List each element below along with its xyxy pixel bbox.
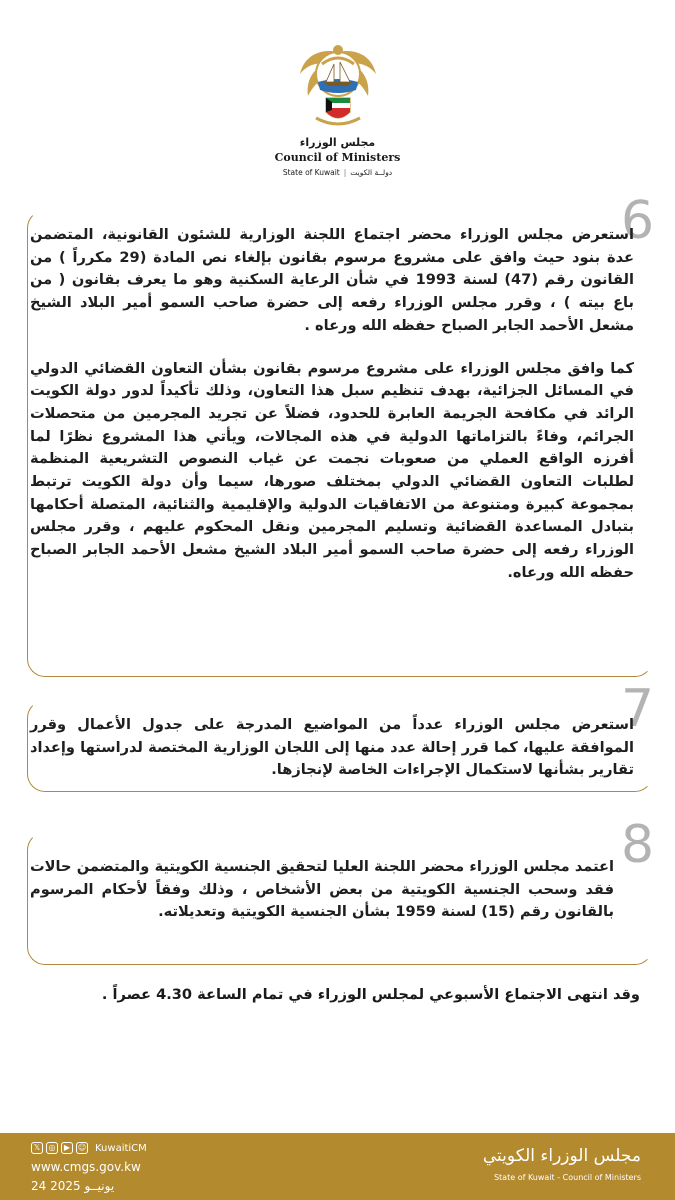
section-6-paragraph-1: استعرض مجلس الوزراء محضر اجتماع اللجنة الوزارية للشئون القانونية، المتضمن عدة بنود حيث وافق على مشروع مرسوم بقانون بإلغاء نص المادة (29 مكرراً ) من القانون رقم (47) لسنة 1993 في شأن الرعاية السكنية وهو ما يعرف بقانون ( من باع بيته ) ، وقرر مجلس الوزراء رفعه إلى حضرة صاحب السمو أمير البلاد الشيخ مشعل الأحمد الجابر الصباح حفظه الله ورعاه .: [30, 226, 634, 334]
social-links: [31, 1142, 147, 1154]
section-6-text: [30, 224, 634, 585]
section-7-text: [30, 714, 634, 782]
header: [0, 0, 675, 200]
section-8-text: [30, 856, 614, 924]
header-state-english: State of Kuwait: [282, 168, 340, 177]
header-separator: |: [343, 168, 347, 177]
footer: [0, 1133, 675, 1200]
section-7-paragraph: استعرض مجلس الوزراء عدداً من المواضيع المدرجة على جدول الأعمال وقرر الموافقة عليها، كما قرر إحالة عدد منها إلى اللجان الوزارية المختصة لدراستها وإعداد تقارير بشأنها لاستكمال الإجراءات الخاصة لإنجازها.: [30, 716, 634, 779]
closing-statement: وقد انتهى الاجتماع الأسبوعي لمجلس الوزراء في تمام الساعة 4.30 عصراً .: [101, 986, 640, 1003]
section-7-number: 7: [621, 679, 655, 739]
x-icon[interactable]: 𝕏: [31, 1142, 43, 1154]
header-org-english: Council of Ministers: [274, 151, 401, 164]
social-handle[interactable]: KuwaitiCM: [95, 1142, 147, 1154]
instagram-icon[interactable]: ◎: [46, 1142, 58, 1154]
section-6-paragraph-2: كما وافق مجلس الوزراء على مشروع مرسوم بقانون بشأن التعاون القضائي الدولي في المسائل الجزائية، بهدف تنظيم سبل هذا التعاون، وذلك تأكيداً لدور دولة الكويت الرائد في مكافحة الجريمة العابرة للحدود، فضلاً عن تجريد المجرمين من متحصلات الجرائم، وفاءً بالتزاماتها الدولية في هذه المجالات، ويأتي هذا المشروع نظرًا لما أفرزه الواقع العملي من صعوبات نجمت عن غياب النصوص التشريعية المنظمة لطلبات التعاون القضائي الدولي بمختلف صورها، سيما وأن دولة الكويت ترتبط بمجموعة كبيرة ومتنوعة من الاتفاقيات الدولية والإقليمية والثنائية، المتصلة أحكامها بتبادل المساعدة القضائية وتسليم المجرمين ونقل المحكوم عليهم ، وقرر مجلس الوزراء رفعه إلى حضرة صاحب السمو أمير البلاد الشيخ مشعل الأحمد الجابر الصباح حفظه الله ورعاه.: [30, 359, 634, 581]
section-6-number: 6: [621, 191, 655, 251]
youtube-icon[interactable]: ▶: [61, 1142, 73, 1154]
website-link[interactable]: www.cmgs.gov.kw: [31, 1160, 141, 1174]
header-org-arabic: مجلس الوزراء: [299, 136, 376, 149]
header-state-arabic: دولــة الكويت: [350, 168, 393, 177]
kuwait-emblem-icon: [296, 38, 380, 130]
section-8-number: 8: [621, 815, 655, 875]
snapchat-icon[interactable]: ☺: [77, 1143, 87, 1152]
publish-date: 24 يونيــو 2025: [31, 1179, 115, 1193]
footer-org-english: State of Kuwait - Council of Ministers: [493, 1173, 641, 1182]
footer-org-arabic: مجلس الوزراء الكويتي: [482, 1146, 641, 1166]
header-state-line: [0, 168, 675, 177]
section-8-paragraph: اعتمد مجلس الوزراء محضر اللجنة العليا لتحقيق الجنسية الكويتية والمتضمن حالات فقد وسحب الجنسية الكويتية من بعض الأشخاص ، وذلك وفقاً لأحكام المرسوم بالقانون رقم (15) لسنة 1959 بشأن الجنسية الكويتية وتعديلاته.: [30, 858, 614, 921]
